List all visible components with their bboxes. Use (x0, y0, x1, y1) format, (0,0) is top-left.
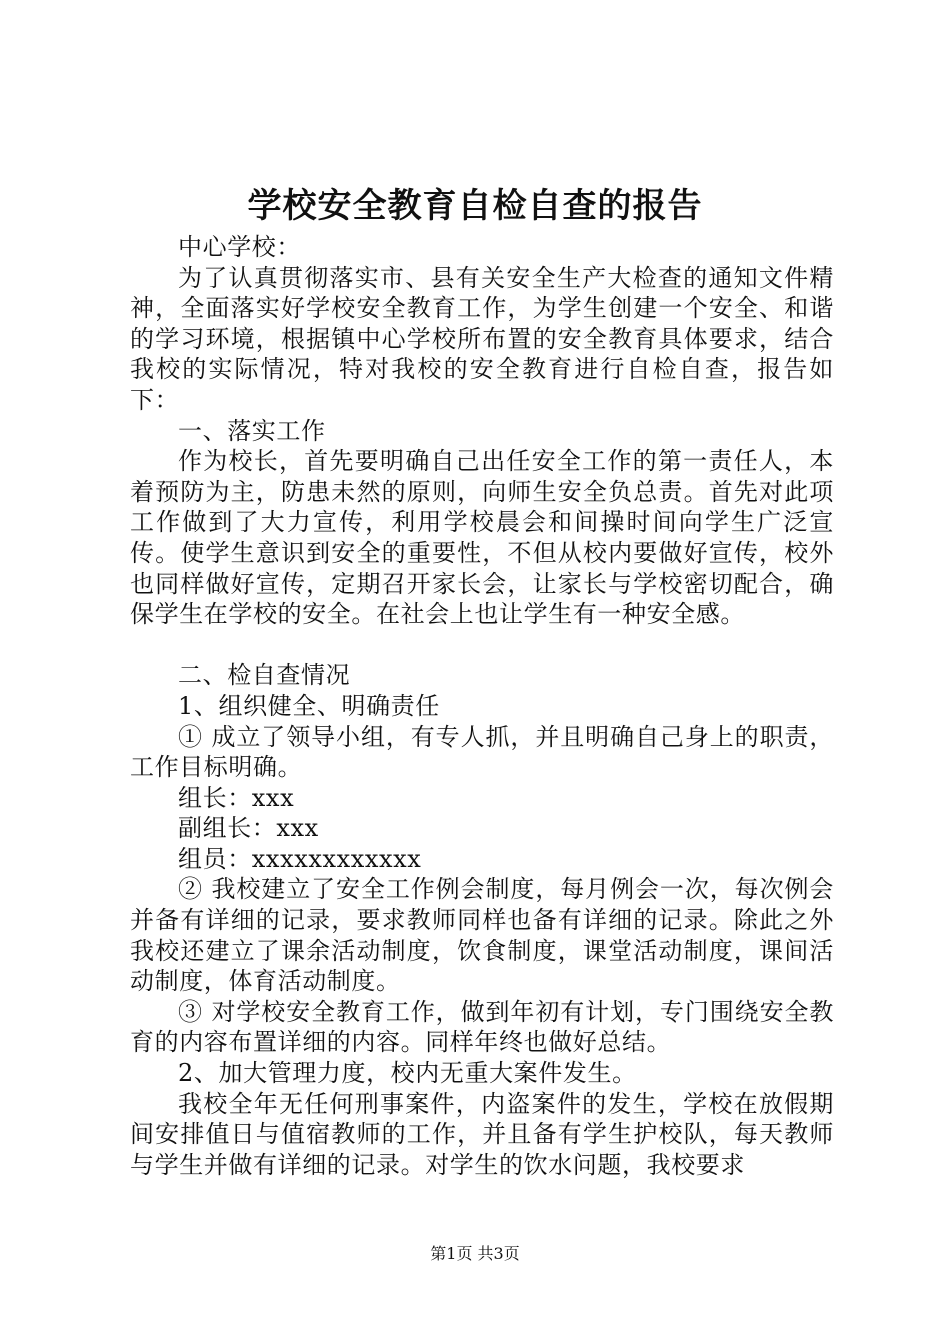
section-1-paragraph: 作为校长，首先要明确自己出任安全工作的第一责任人，本着预防为主，防患未然的原则，向师生安全负总责。首先对此项工作做到了大力宣传，利用学校晨会和间操时间向学生广泛宣传。使学生意识到安全的重要性，不但从校内要做好宣传，校外也同样做好宣传，定期召开家长会，让家长与学校密切配合，确保学生在学校的安全。在社会上也让学生有一种安全感。 (130, 447, 834, 629)
intro-paragraph: 为了认真贯彻落实市、县有关安全生产大检查的通知文件精神，全面落实好学校安全教育工作，为学生创建一个安全、和谐的学习环境，根据镇中心学校所布置的安全教育具体要求，结合我校的实际情况，特对我校的安全教育进行自检自查，报告如下： (130, 263, 834, 414)
section-heading-2: 二、检自查情况 (178, 661, 351, 690)
team-leader-line: 组长：xxx (178, 783, 295, 812)
document-body (130, 232, 834, 1180)
team-members-line: 组员：xxxxxxxxxxxx (178, 844, 422, 873)
item-2-paragraph: ② 我校建立了安全工作例会制度，每月例会一次，每次例会并备有详细的记录，要求教师同样也备有详细的记录。除此之外我校还建立了课余活动制度，饮食制度，课堂活动制度，课间活动制度，体育活动制度。 (130, 875, 834, 996)
deputy-leader-line: 副组长：xxx (178, 814, 319, 843)
page-footer: 第1页 共3页 (430, 1244, 520, 1263)
section-heading-1: 一、落实工作 (178, 416, 326, 445)
item-1-paragraph: ① 成立了领导小组，有专人抓，并且明确自己身上的职责，工作目标明确。 (130, 722, 834, 782)
item-3-paragraph: ③ 对学校安全教育工作，做到年初有计划，专门围绕安全教育的内容布置详细的内容。同样年终也做好总结。 (130, 997, 834, 1057)
subsection-2-paragraph: 我校全年无任何刑事案件，内盗案件的发生，学校在放假期间安排值日与值宿教师的工作，并且备有学生护校队，每天教师与学生并做有详细的记录。对学生的饮水问题，我校要求 (130, 1089, 834, 1179)
paragraph-spacer (130, 630, 834, 661)
subsection-heading-2: 2、加大管理力度，校内无重大案件发生。 (178, 1059, 637, 1088)
document-title: 学校安全教育自检自查的报告 (247, 186, 703, 226)
subsection-heading-1: 1、组织健全、明确责任 (178, 691, 440, 720)
salutation: 中心学校： (178, 233, 301, 261)
